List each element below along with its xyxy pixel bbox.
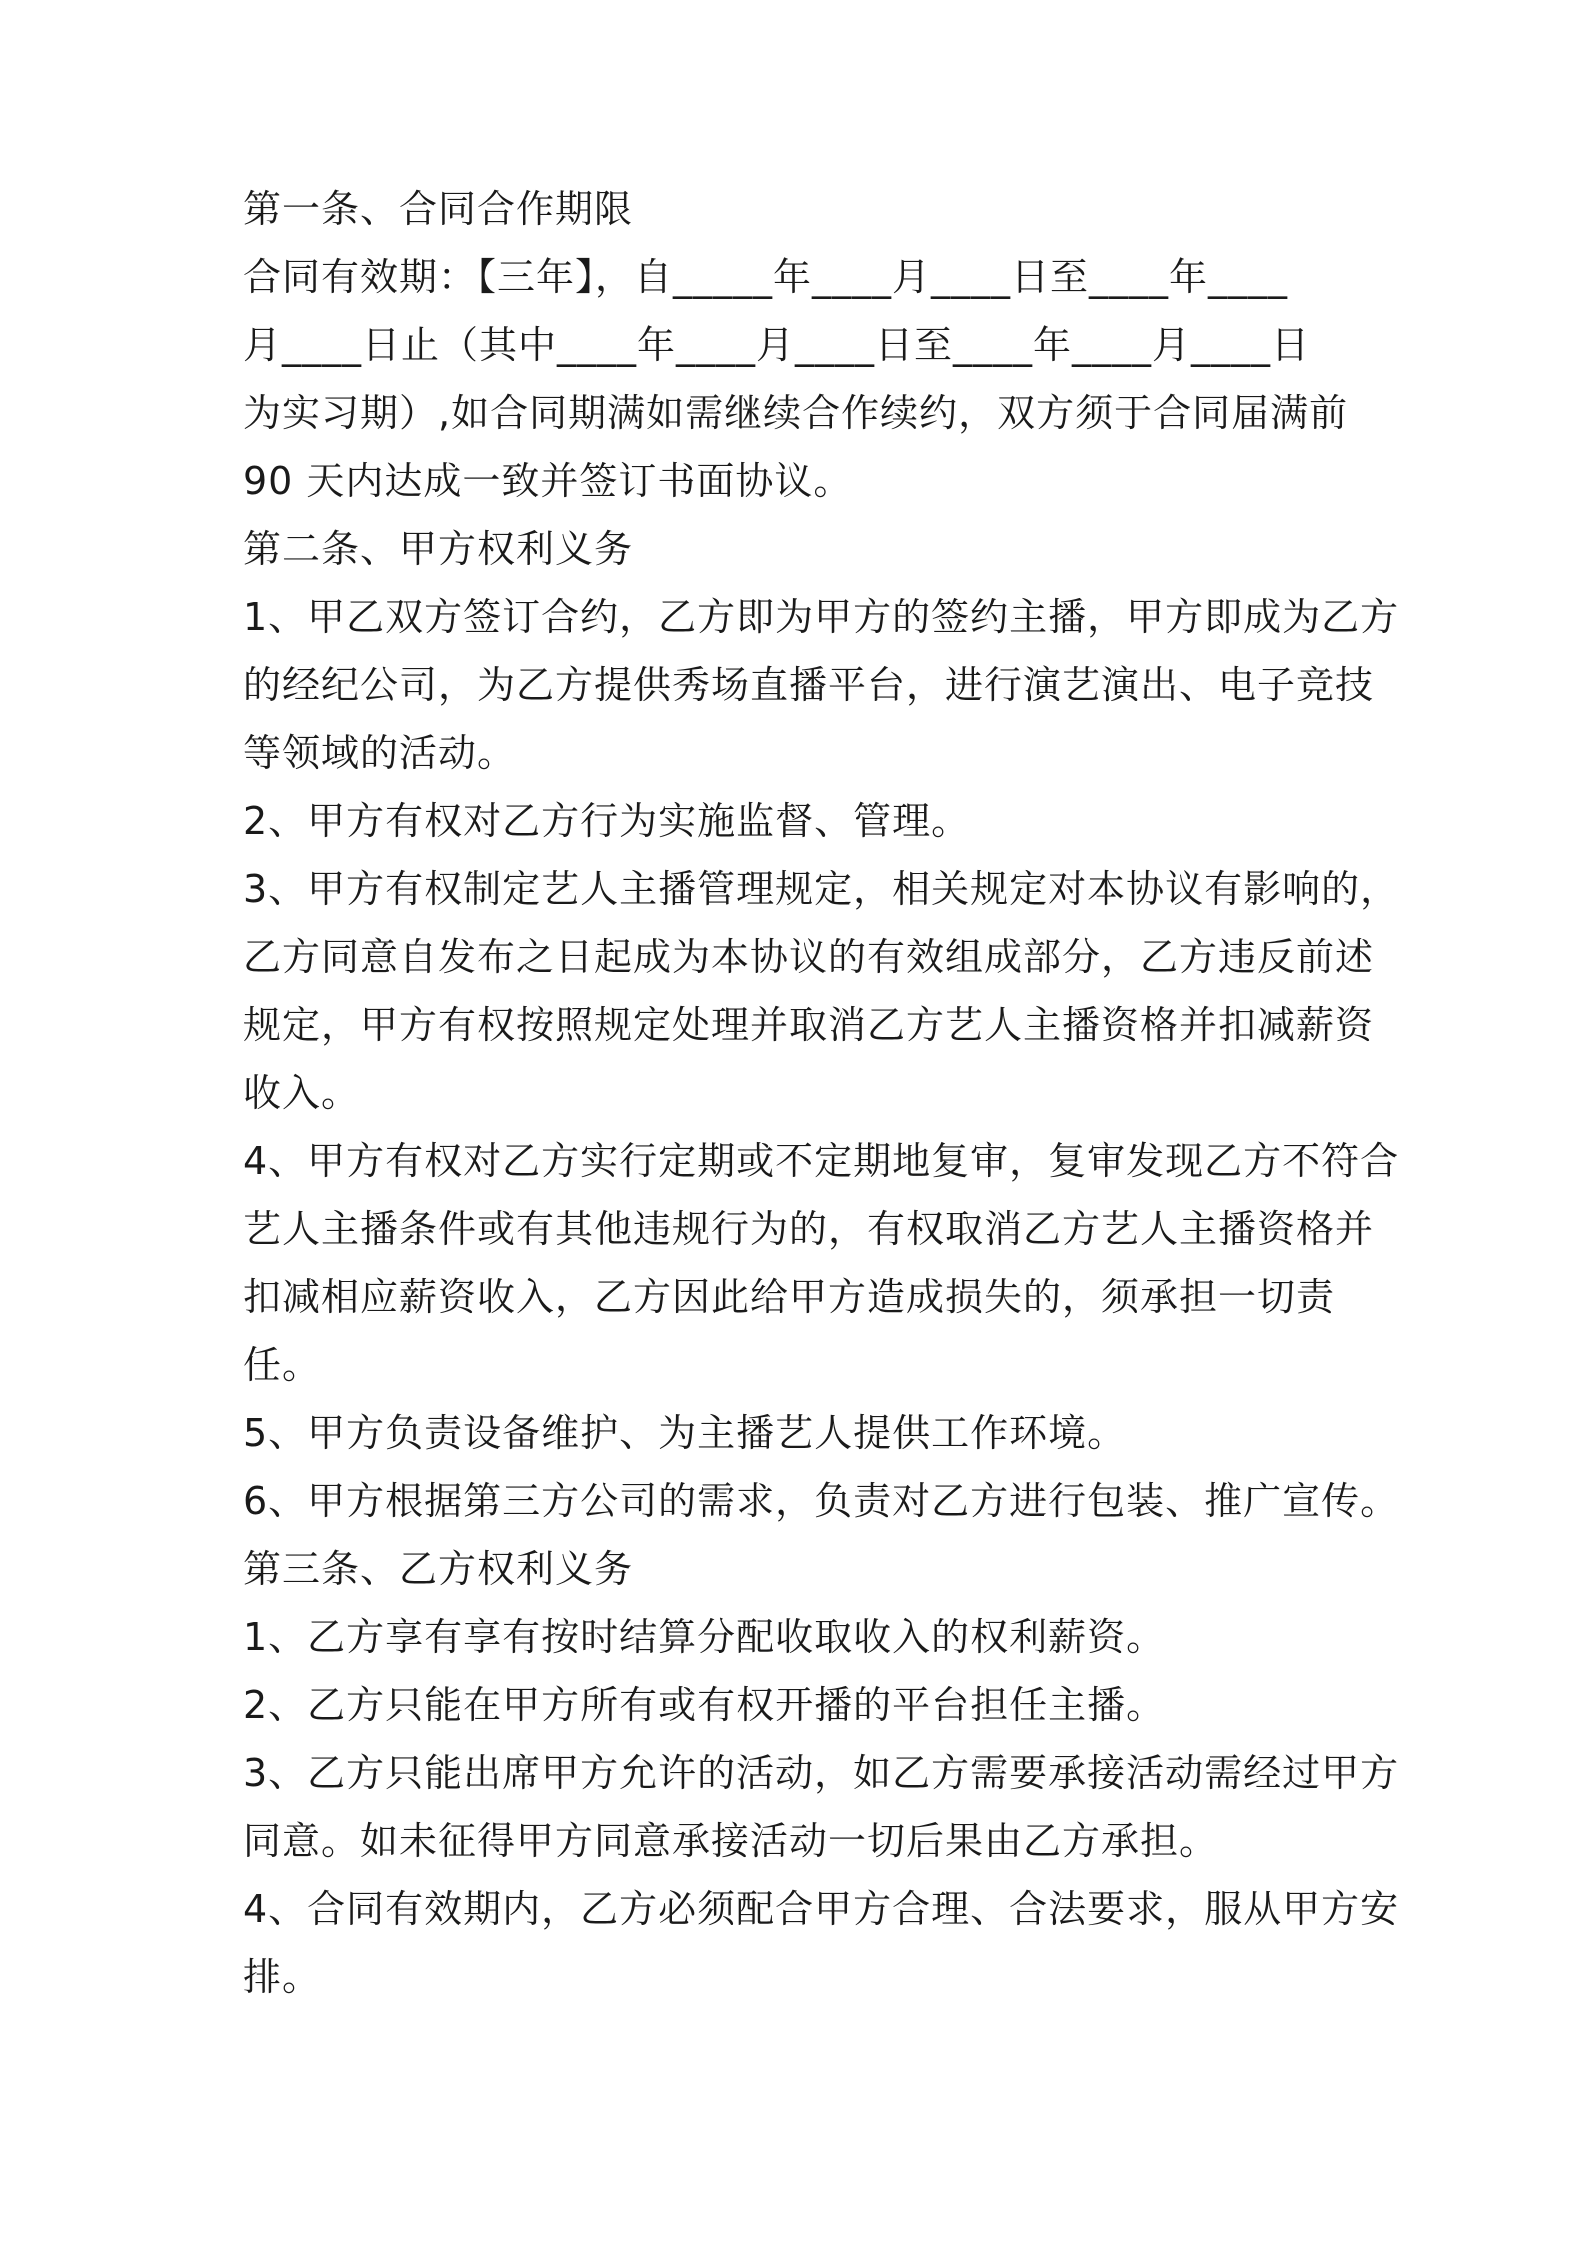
text-line: 排。	[243, 1955, 322, 1999]
text-line: 90 天内达成一致并签订书面协议。	[243, 459, 853, 503]
text-line: 4、合同有效期内，乙方必须配合甲方合理、合法要求，服从甲方安	[243, 1887, 1400, 1931]
text-line: 3、乙方只能出席甲方允许的活动，如乙方需要承接活动需经过甲方	[243, 1751, 1400, 1795]
text-line: 1、乙方享有享有按时结算分配收取收入的权利薪资。	[243, 1615, 1166, 1659]
text-line: 任。	[243, 1343, 322, 1387]
text-line: 的经纪公司，为乙方提供秀场直播平台，进行演艺演出、电子竞技	[243, 663, 1375, 707]
text-line: 3、甲方有权制定艺人主播管理规定，相关规定对本协议有影响的，	[243, 867, 1400, 911]
article-2-heading: 第二条、甲方权利义务	[243, 527, 634, 571]
text-line: 等领域的活动。	[243, 731, 517, 775]
text-line: 2、甲方有权对乙方行为实施监督、管理。	[243, 799, 971, 843]
text-line: 2、乙方只能在甲方所有或有权开播的平台担任主播。	[243, 1683, 1166, 1727]
text-line: 月____日止（其中____年____月____日至____年____月____日	[243, 323, 1311, 367]
text-line: 艺人主播条件或有其他违规行为的，有权取消乙方艺人主播资格并	[243, 1207, 1375, 1251]
text-line: 合同有效期：【三年】，自_____年____月____日至____年____	[243, 255, 1289, 299]
text-line: 乙方同意自发布之日起成为本协议的有效组成部分，乙方违反前述	[243, 935, 1375, 979]
text-line: 1、甲乙双方签订合约，乙方即为甲方的签约主播，甲方即成为乙方	[243, 595, 1400, 639]
article-1-heading: 第一条、合同合作期限	[243, 187, 634, 231]
article-3-heading: 第三条、乙方权利义务	[243, 1547, 634, 1591]
text-line: 扣减相应薪资收入，乙方因此给甲方造成损失的，须承担一切责	[243, 1275, 1336, 1319]
text-line: 4、甲方有权对乙方实行定期或不定期地复审，复审发现乙方不符合	[243, 1139, 1400, 1183]
text-line: 5、甲方负责设备维护、为主播艺人提供工作环境。	[243, 1411, 1127, 1455]
text-line: 同意。如未征得甲方同意承接活动一切后果由乙方承担。	[243, 1819, 1219, 1863]
text-line: 为实习期）,如合同期满如需继续合作续约，双方须于合同届满前	[243, 391, 1349, 435]
text-line: 收入。	[243, 1071, 361, 1115]
text-line: 规定，甲方有权按照规定处理并取消乙方艺人主播资格并扣减薪资	[243, 1003, 1375, 1047]
text-line: 6、甲方根据第三方公司的需求，负责对乙方进行包装、推广宣传。	[243, 1479, 1400, 1523]
